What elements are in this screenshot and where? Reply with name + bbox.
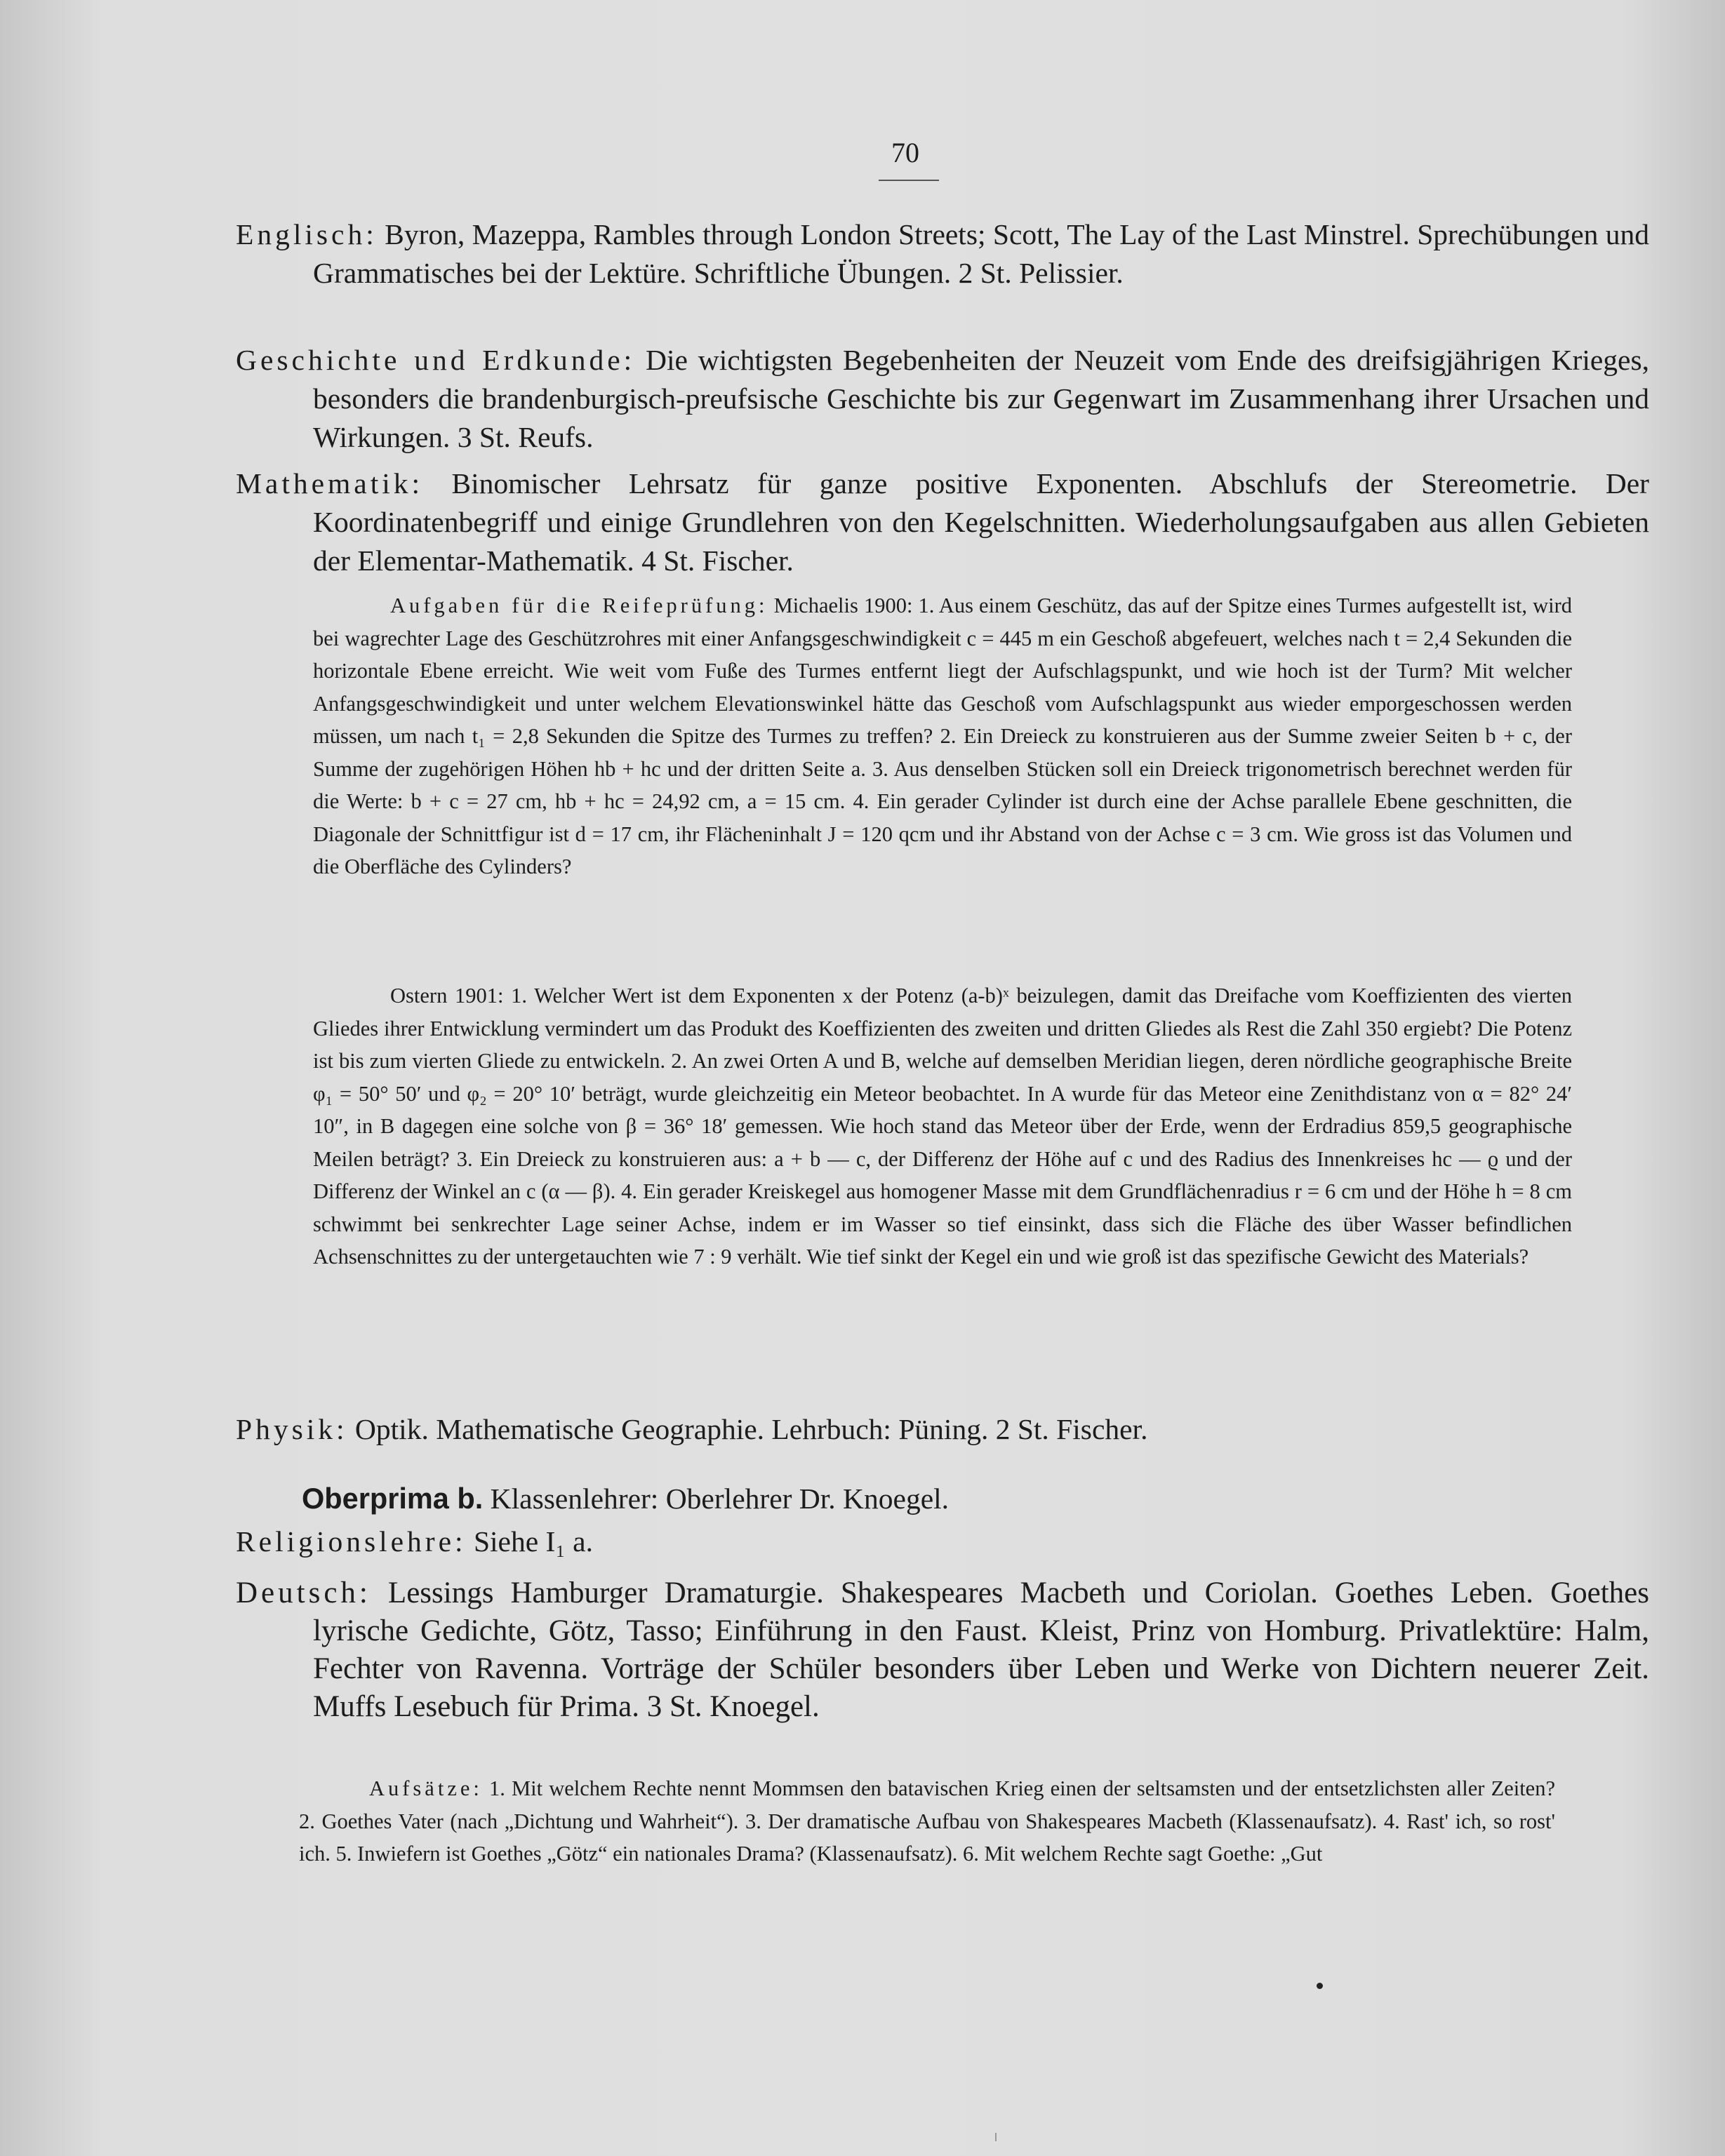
section-deutsch [236, 1574, 1649, 1726]
tasks-text: Michaelis 1900: 1. Aus einem Geschütz, das auf der Spitze eines Turmes aufgestellt ist, wird bei wagrechter Lage des Geschützrohres mit einer Anfangsgeschwindigkeit c = 445 m ein Geschoß abgefeuert, welches nach t = 2,4 Sekunden die horizontale Ebene erreicht. Wie weit vom Fuße des Turmes entfernt liegt der Aufschlagspunkt, und wie hoch ist der Turm? Mit welcher Anfangsgeschwindigkeit und unter welchem Elevationswinkel hätte das Geschoß vom Aufschlagspunkt aus wieder emporgeschossen werden müssen, um nach t₁ = 2,8 Sekunden die Spitze des Turmes zu treffen? 2. Ein Dreieck zu konstruieren aus der Summe zweier Seiten b + c, der Summe der zugehörigen Höhen hb + hc und der dritten Seite a. 3. Aus denselben Stücken soll ein Dreieck trigonometrisch berechnet werden für die Werte: b + c = 27 cm, hb + hc = 24,92 cm, a = 15 cm. 4. Ein gerader Cylinder ist durch eine der Achse parallele Ebene geschnitten, die Diagonale der Schnittfigur ist d = 17 cm, ihr Flächeninhalt J = 120 qcm und ihr Abstand von der Achse c = 3 cm. Wie gross ist das Volumen und die Oberfläche des Cylinders? [313, 594, 1573, 878]
section-text: Lessings Hamburger Dramaturgie. Shakespeares Macbeth und Coriolan. Goethes Leben. Goethes lyrische Gedichte, Götz, Tasso; Einführung in den Faust. Kleist, Prinz von Homburg. Privatlektüre: Halm, Fechter von Ravenna. Vorträge der Schüler besonders über Leben und Werke von Dichtern neuerer Zeit. Muffs Lesebuch für Prima. 3 St. Knoegel. [313, 1576, 1649, 1723]
class-teacher: Klassenlehrer: Oberlehrer Dr. Knoegel. [490, 1482, 950, 1515]
section-text: Die wichtigsten Begebenheiten der Neuzeit vom Ende des dreifsigjährigen Krieges, besonders die brandenburgisch-preufsische Geschichte bis zur Gegenwart im Zusammenhang ihrer Ursachen und Wirkungen. 3 St. Reufs. [313, 344, 1649, 453]
section-englisch [236, 215, 1649, 293]
section-geschichte [236, 341, 1649, 457]
section-text: Optik. Mathematische Geographie. Lehrbuch: Püning. 2 St. Fischer. [354, 1413, 1148, 1445]
section-label: Englisch: [236, 218, 378, 250]
section-physik [236, 1410, 1649, 1449]
tasks-text: Ostern 1901: 1. Welcher Wert ist dem Exponenten x der Potenz (a-b)ˣ beizulegen, damit das Dreifache vom Koeffizienten des vierten Gliedes ihrer Entwicklung vermindert um das Produkt des Koeffizienten des zweiten und dritten Gliedes als Rest die Zahl 350 ergiebt? Die Potenz ist bis zum vierten Gliede zu entwickeln. 2. An zwei Orten A und B, welche auf demselben Meridian liegen, deren nördliche geographische Breite φ₁ = 50° 50′ und φ₂ = 20° 10′ beträgt, wurde gleichzeitig ein Meteor beobachtet. In A wurde für das Meteor eine Zenithdistanz von α = 82° 24′ 10″, in B dagegen eine solche von β = 36° 18′ gemessen. Wie hoch stand das Meteor über der Erde, wenn der Erdradius 859,5 geographische Meilen beträgt? 3. Ein Dreieck zu konstruieren aus: a + b — c, der Differenz der Höhe auf c und des Radius des Innenkreises hc — ϱ und der Differenz der Winkel an c (α — β). 4. Ein gerader Kreiskegel aus homogener Masse mit dem Grundflächenradius r = 6 cm und der Höhe h = 8 cm schwimmt bei senkrechter Lage seiner Achse, indem er im Wasser so tief einsinkt, dass sich die Fläche des über Wasser befindlichen Achsenschnittes zu der untergetauchten wie 7 : 9 verhält. Wie tief sinkt der Kegel ein und wie groß ist das spezifische Gewicht des Materials? [313, 984, 1572, 1268]
section-label: Mathematik: [236, 467, 424, 500]
page-number: 70 [891, 137, 919, 168]
essays-text: 1. Mit welchem Rechte nennt Mommsen den batavischen Krieg einen der seltsamsten und der entsetzlichsten aller Zeiten? 2. Goethes Vater (nach „Dichtung und Wahrheit“). 3. Der dramatische Aufbau von Shakespeares Macbeth (Klassenaufsatz). 4. Rast' ich, so rost' ich. 5. Inwiefern ist Goethes „Götz“ ein nationales Drama? (Klassenaufsatz). 6. Mit welchem Rechte sagt Goethe: „Gut [299, 1776, 1556, 1866]
section-text: Binomischer Lehrsatz für ganze positive Exponenten. Abschlufs der Stereometrie. Der Koordinatenbegriff und einige Grundlehren von den Kegelschnitten. Wiederholungsaufgaben aus allen Gebieten der Elementar-Mathematik. 4 St. Fischer. [313, 467, 1649, 577]
section-text: Siehe I₁ a. [473, 1525, 593, 1558]
essays-label: Aufsätze: [369, 1776, 483, 1800]
section-label: Physik: [236, 1413, 348, 1445]
section-religion [236, 1522, 1649, 1561]
essays [299, 1772, 1555, 1870]
exam-tasks-michaelis [313, 589, 1572, 883]
section-mathematik [236, 464, 1649, 580]
section-label: Religionslehre: [236, 1525, 467, 1558]
section-label: Deutsch: [236, 1576, 371, 1609]
section-text: Byron, Mazeppa, Rambles through London Streets; Scott, The Lay of the Last Minstrel. Sprechübungen und Grammatisches bei der Lektüre. Schriftliche Übungen. 2 St. Pelissier. [313, 218, 1649, 289]
class-label: Oberprima b. [302, 1482, 484, 1515]
ink-dot [1317, 1983, 1323, 1989]
exam-tasks-ostern [313, 979, 1572, 1273]
scan-mark [995, 2133, 997, 2141]
section-label: Geschichte und Erdkunde: [236, 344, 636, 376]
tasks-label: Aufgaben für die Reifeprüfung: [390, 594, 768, 617]
page-number-rule [879, 180, 939, 181]
class-heading [302, 1479, 1638, 1518]
